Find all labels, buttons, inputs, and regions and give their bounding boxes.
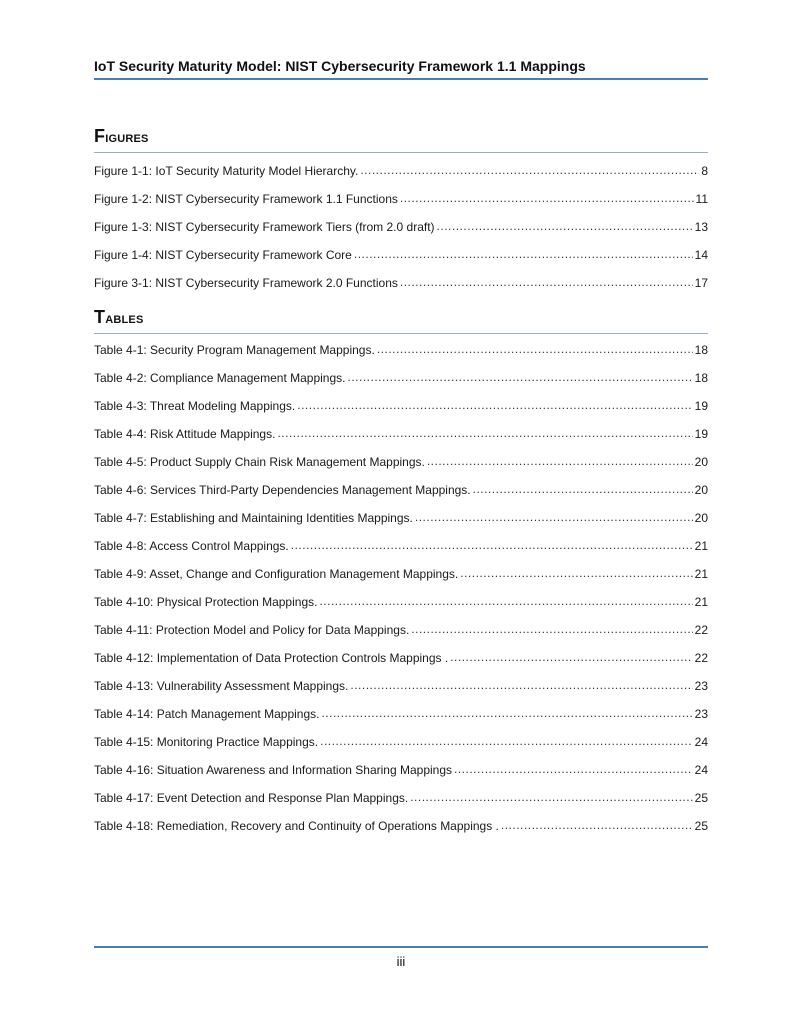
toc-entry-title: Figure 1-3: NIST Cybersecurity Framework Tiers (from 2.0 draft) bbox=[94, 220, 435, 234]
footer-rule bbox=[94, 946, 708, 948]
tables-rule bbox=[94, 333, 708, 334]
toc-entry-page-number: 18 bbox=[694, 371, 708, 385]
toc-entry-page-number: 20 bbox=[694, 483, 708, 497]
toc-dot-leader bbox=[297, 398, 692, 412]
toc-entry-page-number: 13 bbox=[694, 220, 708, 234]
document-page bbox=[94, 0, 708, 1035]
toc-entry-title: Table 4-13: Vulnerability Assessment Mappings. bbox=[94, 679, 349, 693]
toc-dot-leader bbox=[277, 426, 692, 440]
figures-heading bbox=[94, 126, 708, 147]
toc-entry-title: Table 4-2: Compliance Management Mappings. bbox=[94, 371, 346, 385]
toc-dot-leader bbox=[427, 454, 693, 468]
toc-entry-title: Table 4-17: Event Detection and Response Plan Mappings. bbox=[94, 791, 409, 805]
tables-heading-rest: ables bbox=[105, 310, 144, 327]
toc-dot-leader bbox=[411, 622, 692, 636]
toc-entry-page-number: 17 bbox=[694, 276, 708, 290]
figures-rule bbox=[94, 152, 708, 153]
toc-entry-title: Table 4-9: Asset, Change and Configuration Management Mappings. bbox=[94, 567, 459, 581]
figures-list bbox=[94, 164, 708, 304]
toc-dot-leader bbox=[320, 734, 693, 748]
toc-entry[interactable] bbox=[94, 511, 708, 539]
toc-entry[interactable] bbox=[94, 567, 708, 595]
toc-entry-page-number: 22 bbox=[694, 623, 708, 637]
toc-entry-title: Table 4-4: Risk Attitude Mappings. bbox=[94, 427, 276, 441]
tables-heading bbox=[94, 307, 708, 328]
toc-dot-leader bbox=[501, 818, 693, 832]
toc-entry-title: Table 4-8: Access Control Mappings. bbox=[94, 539, 289, 553]
toc-entry-page-number: 25 bbox=[694, 791, 708, 805]
toc-dot-leader bbox=[410, 790, 692, 804]
toc-entry-title: Table 4-18: Remediation, Recovery and Continuity of Operations Mappings . bbox=[94, 819, 499, 833]
toc-entry-title: Table 4-16: Situation Awareness and Information Sharing Mappings bbox=[94, 763, 453, 777]
toc-dot-leader bbox=[437, 219, 693, 233]
toc-entry[interactable] bbox=[94, 735, 708, 763]
toc-dot-leader bbox=[450, 650, 692, 664]
toc-entry-title: Table 4-12: Implementation of Data Protection Controls Mappings . bbox=[94, 651, 449, 665]
toc-entry-page-number: 21 bbox=[694, 539, 708, 553]
page-number: iii bbox=[396, 954, 406, 969]
toc-entry[interactable] bbox=[94, 707, 708, 735]
toc-entry-title: Figure 3-1: NIST Cybersecurity Framework 2.0 Functions bbox=[94, 276, 398, 290]
toc-entry[interactable] bbox=[94, 164, 708, 192]
toc-entry-title: Table 4-6: Services Third-Party Dependencies Management Mappings. bbox=[94, 483, 471, 497]
toc-entry-title: Table 4-5: Product Supply Chain Risk Management Mappings. bbox=[94, 455, 425, 469]
figures-heading-initial: F bbox=[94, 126, 106, 146]
running-header: IoT Security Maturity Model: NIST Cybersecurity Framework 1.1 Mappings bbox=[94, 58, 586, 74]
toc-entry[interactable] bbox=[94, 192, 708, 220]
toc-entry-title: Figure 1-2: NIST Cybersecurity Framework 1.1 Functions bbox=[94, 192, 398, 206]
toc-entry-page-number: 20 bbox=[694, 511, 708, 525]
toc-entry[interactable] bbox=[94, 427, 708, 455]
toc-entry-title: Table 4-10: Physical Protection Mappings. bbox=[94, 595, 318, 609]
figures-heading-rest: igures bbox=[105, 129, 149, 146]
toc-entry-page-number: 11 bbox=[695, 192, 708, 206]
toc-entry-title: Table 4-14: Patch Management Mappings. bbox=[94, 707, 320, 721]
toc-entry[interactable] bbox=[94, 371, 708, 399]
toc-entry[interactable] bbox=[94, 651, 708, 679]
toc-entry[interactable] bbox=[94, 819, 708, 847]
toc-entry-page-number: 18 bbox=[694, 343, 708, 357]
toc-entry-page-number: 21 bbox=[694, 595, 708, 609]
toc-entry-page-number: 21 bbox=[694, 567, 708, 581]
toc-entry[interactable] bbox=[94, 595, 708, 623]
toc-entry[interactable] bbox=[94, 539, 708, 567]
toc-dot-leader bbox=[400, 275, 693, 289]
toc-entry-page-number: 22 bbox=[694, 651, 708, 665]
toc-entry-title: Table 4-11: Protection Model and Policy for Data Mappings. bbox=[94, 623, 410, 637]
toc-entry-title: Table 4-7: Establishing and Maintaining Identities Mappings. bbox=[94, 511, 413, 525]
toc-dot-leader bbox=[319, 594, 692, 608]
toc-entry[interactable] bbox=[94, 763, 708, 791]
toc-entry-page-number: 19 bbox=[694, 427, 708, 441]
toc-entry-page-number: 24 bbox=[694, 763, 708, 777]
toc-dot-leader bbox=[377, 342, 693, 356]
toc-dot-leader bbox=[347, 370, 692, 384]
toc-entry-page-number: 25 bbox=[694, 819, 708, 833]
toc-dot-leader bbox=[454, 762, 693, 776]
header-rule bbox=[94, 78, 708, 80]
toc-entry-page-number: 19 bbox=[694, 399, 708, 413]
toc-dot-leader bbox=[350, 678, 692, 692]
toc-entry[interactable] bbox=[94, 220, 708, 248]
toc-entry[interactable] bbox=[94, 791, 708, 819]
toc-dot-leader bbox=[321, 706, 692, 720]
toc-dot-leader bbox=[354, 247, 693, 261]
toc-entry-page-number: 8 bbox=[701, 164, 708, 178]
toc-entry-title: Figure 1-1: IoT Security Maturity Model Hierarchy. bbox=[94, 164, 359, 178]
toc-entry-title: Table 4-3: Threat Modeling Mappings. bbox=[94, 399, 296, 413]
toc-entry[interactable] bbox=[94, 399, 708, 427]
toc-entry[interactable] bbox=[94, 276, 708, 304]
toc-entry-page-number: 20 bbox=[694, 455, 708, 469]
toc-dot-leader bbox=[291, 538, 693, 552]
toc-entry-page-number: 24 bbox=[694, 735, 708, 749]
toc-entry[interactable] bbox=[94, 455, 708, 483]
toc-entry[interactable] bbox=[94, 343, 708, 371]
toc-dot-leader bbox=[473, 482, 693, 496]
tables-heading-initial: T bbox=[94, 307, 106, 327]
tables-list bbox=[94, 343, 708, 847]
toc-entry-page-number: 14 bbox=[694, 248, 708, 262]
toc-entry[interactable] bbox=[94, 483, 708, 511]
toc-entry-title: Table 4-1: Security Program Management Mappings. bbox=[94, 343, 375, 357]
toc-entry[interactable] bbox=[94, 679, 708, 707]
toc-entry-page-number: 23 bbox=[694, 707, 708, 721]
toc-entry[interactable] bbox=[94, 623, 708, 651]
toc-entry[interactable] bbox=[94, 248, 708, 276]
toc-dot-leader bbox=[400, 191, 694, 205]
toc-entry-page-number: 23 bbox=[694, 679, 708, 693]
toc-dot-leader bbox=[460, 566, 692, 580]
toc-entry-title: Figure 1-4: NIST Cybersecurity Framework Core bbox=[94, 248, 352, 262]
toc-entry-title: Table 4-15: Monitoring Practice Mappings. bbox=[94, 735, 319, 749]
toc-dot-leader bbox=[415, 510, 693, 524]
toc-dot-leader bbox=[360, 163, 699, 177]
